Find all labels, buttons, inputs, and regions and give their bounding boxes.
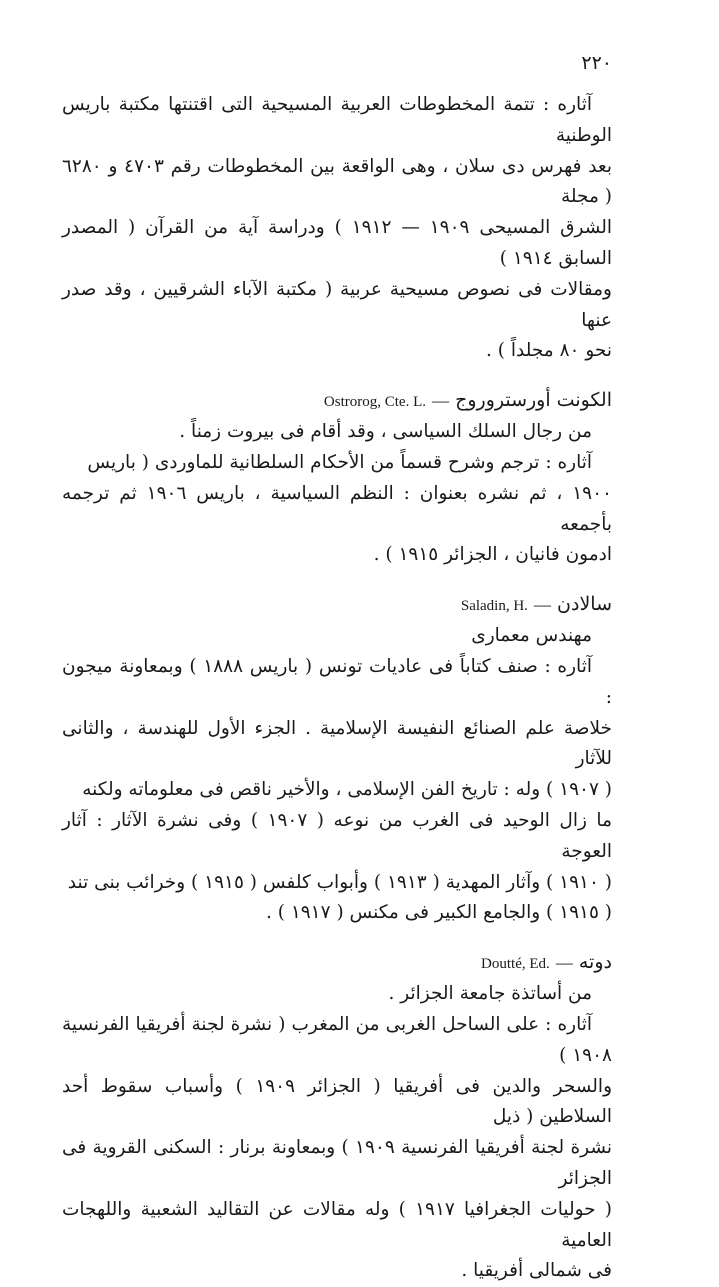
entry-dash: —: [555, 953, 573, 973]
entry-ostrorog: [62, 385, 612, 571]
text-line: نشرة لجنة أفريقيا الفرنسية ١٩٠٩ ) وبمعاونة برنار : السكنى القروية فى الجزائر: [62, 1137, 612, 1189]
text-line: ١٩٠٠ ، ثم نشره بعنوان : النظم السياسية ، باريس ١٩٠٦ ثم ترجمه بأجمعه: [62, 482, 612, 535]
text-line: ( حوليات الجغرافيا ١٩١٧ ) وله مقالات عن التقاليد الشعبية واللهجات العامية: [62, 1198, 613, 1251]
entry-arabic-name: الكونت أورستروروج: [455, 389, 612, 412]
entry-latin-name: Saladin, H.: [460, 598, 528, 615]
text-line: خلاصة علم الصنائع النفيسة الإسلامية . الجزء الأول للهندسة ، والثانى للآثار: [62, 717, 612, 770]
text-line: آثاره : صنف كتاباً فى عاديات تونس ( باريس ١٨٨٨ ) وبمعاونة ميجون :: [62, 655, 612, 708]
text-line: الشرق المسيحى ١٩٠٩ — ١٩١٢ ) ودراسة آية من القرآن ( المصدر السابق ١٩١٤ ): [62, 217, 612, 269]
entry-saladin: [62, 589, 612, 929]
book-page: [62, 50, 612, 1287]
text-line: من رجال السلك السياسى ، وقد أقام فى بيروت زمناً .: [179, 421, 592, 443]
entry-latin-name: Ostrorog, Cte. L.: [323, 394, 426, 411]
text-line: ( ١٩٠٧ ) وله : تاريخ الفن الإسلامى ، والأخير ناقص فى معلوماته ولكنه: [82, 779, 612, 801]
entry-dash: —: [533, 595, 551, 615]
text-line: ( ١٩١٠ ) وآثار المهدية ( ١٩١٣ ) وأبواب كلفس ( ١٩١٥ ) وخرائب بنى تند: [67, 871, 612, 893]
text-line: آثاره : على الساحل الغربى من المغرب ( نشرة لجنة أفريقيا الفرنسية ١٩٠٨ ): [62, 1013, 612, 1066]
text-line: من أساتذة جامعة الجزائر .: [388, 983, 592, 1005]
intro-paragraph: [62, 90, 612, 367]
text-line: نحو ٨٠ مجلداً ) .: [486, 340, 612, 362]
entry-heading: [62, 947, 612, 979]
text-line: والسحر والدين فى أفريقيا ( الجزائر ١٩٠٩ ) وأسباب سقوط أحد السلاطين ( ذيل: [62, 1075, 612, 1128]
text-line: آثاره : تتمة المخطوطات العربية المسيحية التى اقتنتها مكتبة باريس الوطنية: [62, 94, 612, 146]
entry-latin-name: Doutté, Ed.: [481, 956, 550, 973]
text-line: ادمون فانيان ، الجزائر ١٩١٥ ) .: [373, 544, 612, 566]
page-number: ٢٢٠: [581, 52, 612, 74]
text-line: فى شمالى أفريقيا .: [461, 1260, 612, 1282]
text-line: ما زال الوحيد فى الغرب من نوعه ( ١٩٠٧ ) وفى نشرة الآثار : آثار العوجة: [62, 809, 612, 862]
entry-heading: [62, 385, 612, 417]
text-line: ( ١٩١٥ ) والجامع الكبير فى مكنس ( ١٩١٧ ) .: [265, 902, 612, 924]
text-line: ومقالات فى نصوص مسيحية عربية ( مكتبة الآباء الشرقيين ، وقد صدر عنها: [62, 278, 612, 331]
text-line: آثاره : ترجم وشرح قسماً من الأحكام السلطانية للماوردى ( باريس: [87, 451, 592, 473]
text-line: بعد فهرس دى سلان ، وهى الواقعة بين المخطوطات رقم ٤٧٠٣ و ٦٢٨٠ ( مجلة: [62, 155, 612, 208]
entry-dash: —: [432, 391, 450, 411]
entry-heading: [62, 589, 612, 621]
text-line: مهندس معمارى: [471, 625, 592, 647]
entry-arabic-name: دوته: [578, 951, 612, 974]
entry-doutte: [62, 947, 612, 1287]
entry-arabic-name: سالادن: [557, 593, 612, 616]
